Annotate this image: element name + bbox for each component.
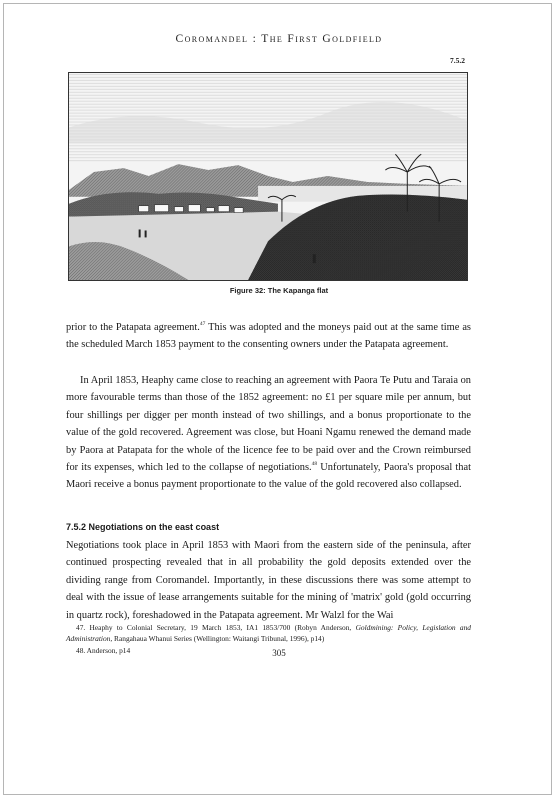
engraving-illustration <box>69 73 467 280</box>
section-title: Negotiations on the east coast <box>88 522 220 532</box>
section-heading <box>66 522 219 532</box>
footnote-ref-48[interactable]: 48 <box>311 461 318 468</box>
footnote-cited-title: Goldmining: Policy, Legislation and Administration <box>66 623 471 644</box>
footnote-text: , Rangahaua Whanui Series (Wellington: Waitangi Tribunal, 1996), p14) <box>110 634 325 644</box>
figure-caption: Figure 32: The Kapanga flat <box>229 286 329 295</box>
paragraph-text: prior to the Patapata agreement. <box>66 322 200 333</box>
section-number: 7.5.2 <box>66 522 87 532</box>
section-reference: 7.5.2 <box>450 56 465 65</box>
footnote-48: 48. Anderson, p14 <box>76 645 131 655</box>
paragraph-text: In April 1853, Heaphy came close to reaching an agreement with Paora Te Putu and Taraia on more favourable terms than those of the 1852 agreement: no £1 per square mile per annum, but four shillings per digger per month instead of two shillings, and a bonus proportionate to the value of the gold recovered. Agreement was close, but Hoani Ngamu renewed the demand made by Paora at Patapata for the whole of the licence fee to be paid over and the Crown reimbursed for its expenses, which led to the collapse of negotiations. <box>66 375 471 474</box>
body-paragraph-2 <box>66 372 471 494</box>
running-head: Coromandel : The First Goldfield <box>175 33 383 45</box>
settlement-buildings <box>139 205 243 213</box>
paragraph-text: This was adopted and the moneys paid out at the same time as the scheduled March 1853 payment to the consenting owners under the Patapata agreement. <box>66 322 471 351</box>
body-paragraph-1 <box>66 319 471 354</box>
page-number: 305 <box>272 648 286 658</box>
footnote-47 <box>66 622 471 645</box>
paragraph-text: Unfortunately, Paora's proposal that Maori receive a bonus payment proportionate to the value of the gold recovered also collapsed. <box>66 462 471 491</box>
footnote-ref-47[interactable]: 47 <box>199 321 206 327</box>
paragraph-text: Negotiations took place in April 1853 with Maori from the eastern side of the peninsula, after continued prospecting revealed that in all probability the gold deposits extended over the dividing range from Coromandel. Importantly, in these discussions there was some attempt to deal with the issue of lease arrangements suitable for the mining of 'matrix' gold (gold occurring in quartz rock), foreshadowed in the Patapata agreement. Mr Walzl for the Wai <box>66 540 471 621</box>
body-paragraph-3 <box>66 537 471 624</box>
footnote-text: 47. Heaphy to Colonial Secretary, 19 March 1853, IA1 1853/700 (Robyn Anderson, <box>76 623 356 632</box>
figure-kapanga-flat-engraving <box>68 72 468 281</box>
